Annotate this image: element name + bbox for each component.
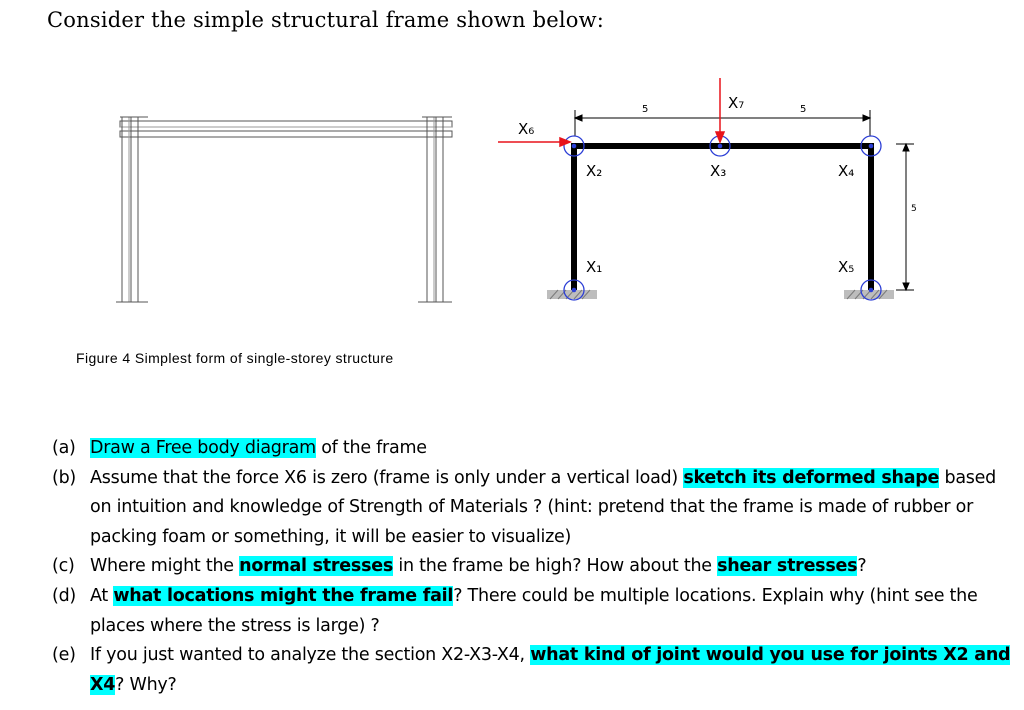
question-text bbox=[90, 641, 1012, 700]
question-text bbox=[90, 464, 1012, 553]
question-phrase: ? bbox=[857, 556, 867, 577]
dimension-height: 5 bbox=[911, 204, 917, 214]
dimension-left-span: 5 bbox=[642, 104, 649, 115]
highlighted-phrase: sketch its deformed shape bbox=[683, 467, 940, 488]
highlighted-phrase: what locations might the frame fail bbox=[113, 585, 454, 606]
question-phrase: ? Why? bbox=[115, 674, 177, 695]
question-item bbox=[52, 552, 1012, 582]
question-label: (c) bbox=[52, 556, 75, 577]
question-phrase: of the frame bbox=[315, 438, 427, 458]
question-phrase: At bbox=[90, 585, 114, 606]
question-phrase: ? There could be multiple locations. Explain why (hint see the places where the stress is large) ? bbox=[90, 585, 978, 636]
question-phrase: Where might the bbox=[90, 556, 240, 577]
question-phrase: in the frame be high? How about the bbox=[393, 556, 718, 577]
question-text bbox=[90, 434, 1012, 464]
portal-frame-drawing bbox=[100, 112, 470, 312]
question-phrase: If you just wanted to analyze the section X2-X3-X4, bbox=[90, 645, 531, 666]
label-x5: X₅ bbox=[838, 258, 855, 276]
dimension-right-span: 5 bbox=[800, 104, 807, 115]
question-label: (e) bbox=[52, 645, 76, 666]
question-label: (b) bbox=[52, 467, 77, 488]
question-item bbox=[52, 641, 1012, 700]
question-text bbox=[90, 552, 1012, 582]
figure-caption: Figure 4 Simplest form of single-storey structure bbox=[76, 350, 394, 366]
highlighted-phrase: shear stresses bbox=[717, 556, 858, 577]
question-text bbox=[90, 582, 1012, 641]
label-x4: X₄ bbox=[838, 162, 855, 180]
question-item bbox=[52, 464, 1012, 553]
label-x1: X₁ bbox=[586, 258, 603, 276]
label-x2: X₂ bbox=[586, 162, 603, 180]
question-phrase: based on intuition and knowledge of Strength of Materials ? (hint: pretend that the frame is made of rubber or packing foam or something, it will be easier to visualize) bbox=[90, 467, 997, 547]
question-label: (a) bbox=[52, 438, 76, 458]
ground-supports bbox=[547, 290, 894, 299]
question-item bbox=[52, 434, 1012, 464]
label-x7: X₇ bbox=[728, 94, 745, 112]
highlighted-phrase: Draw a Free body diagram bbox=[90, 438, 316, 458]
highlighted-phrase: what kind of joint would you use for joints X2 and X4 bbox=[90, 645, 1011, 695]
question-label: (d) bbox=[52, 585, 77, 606]
label-x3: X₃ bbox=[710, 162, 727, 180]
frame-diagram bbox=[498, 78, 930, 310]
question-phrase: Assume that the force X6 is zero (frame is only under a vertical load) bbox=[90, 467, 684, 488]
page-heading: Consider the simple structural frame shown below: bbox=[47, 8, 605, 32]
highlighted-phrase: normal stresses bbox=[239, 556, 394, 577]
label-x6: X₆ bbox=[518, 120, 535, 138]
question-item bbox=[52, 582, 1012, 641]
question-list bbox=[52, 434, 1012, 700]
